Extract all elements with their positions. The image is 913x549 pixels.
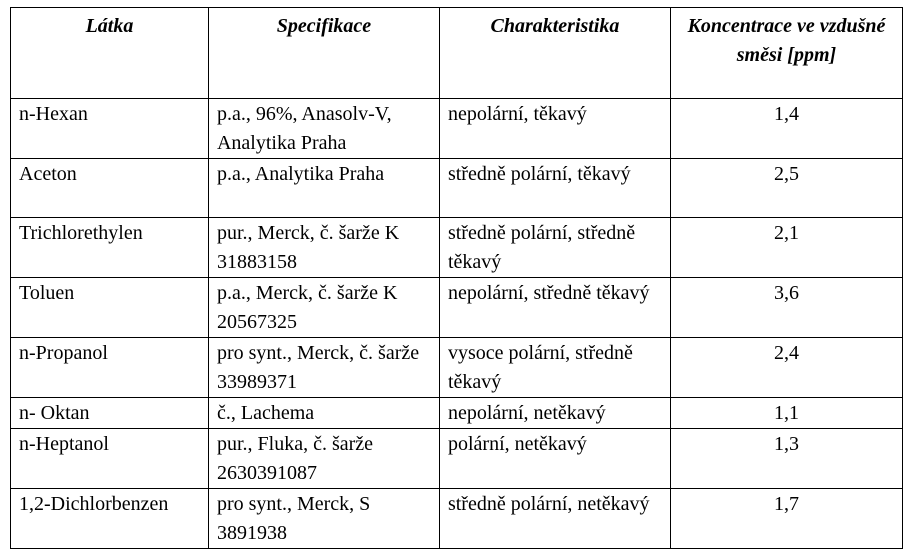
table-row [11,278,903,338]
cell-latka: n-Propanol [11,338,209,398]
table-row [11,338,903,398]
cell-koncentrace: 2,5 [670,159,902,218]
header-koncentrace: Koncentrace ve vzdušné směsi [ppm] [670,8,902,99]
cell-latka: Toluen [11,278,209,338]
cell-latka: n-Heptanol [11,429,209,489]
cell-latka: Aceton [11,159,209,218]
cell-charakteristika: nepolární, středně těkavý [439,278,670,338]
cell-koncentrace: 3,6 [670,278,902,338]
cell-latka: 1,2-Dichlorbenzen [11,489,209,549]
cell-specifikace: pro synt., Merck, č. šarže 33989371 [208,338,439,398]
table-row [11,99,903,159]
cell-charakteristika: středně polární, středně těkavý [439,218,670,278]
header-charakteristika: Charakteristika [439,8,670,99]
cell-charakteristika: polární, netěkavý [439,429,670,489]
cell-koncentrace: 2,1 [670,218,902,278]
cell-koncentrace: 2,4 [670,338,902,398]
cell-specifikace: p.a., 96%, Anasolv-V, Analytika Praha [208,99,439,159]
cell-charakteristika: středně polární, těkavý [439,159,670,218]
cell-specifikace: pro synt., Merck, S 3891938 [208,489,439,549]
substances-table [10,7,903,549]
table-row [11,429,903,489]
table-row [11,489,903,549]
header-latka: Látka [11,8,209,99]
cell-koncentrace: 1,7 [670,489,902,549]
table-row [11,398,903,429]
cell-specifikace: č., Lachema [208,398,439,429]
cell-specifikace: p.a., Analytika Praha [208,159,439,218]
cell-latka: Trichlorethylen [11,218,209,278]
cell-charakteristika: vysoce polární, středně těkavý [439,338,670,398]
cell-charakteristika: nepolární, netěkavý [439,398,670,429]
cell-charakteristika: středně polární, netěkavý [439,489,670,549]
cell-latka: n-Hexan [11,99,209,159]
table-row [11,159,903,218]
cell-charakteristika: nepolární, těkavý [439,99,670,159]
cell-koncentrace: 1,4 [670,99,902,159]
header-specifikace: Specifikace [208,8,439,99]
cell-latka: n- Oktan [11,398,209,429]
cell-specifikace: pur., Fluka, č. šarže 2630391087 [208,429,439,489]
cell-specifikace: pur., Merck, č. šarže K 31883158 [208,218,439,278]
cell-koncentrace: 1,3 [670,429,902,489]
cell-koncentrace: 1,1 [670,398,902,429]
table-header-row [11,8,903,99]
cell-specifikace: p.a., Merck, č. šarže K 20567325 [208,278,439,338]
table-row [11,218,903,278]
